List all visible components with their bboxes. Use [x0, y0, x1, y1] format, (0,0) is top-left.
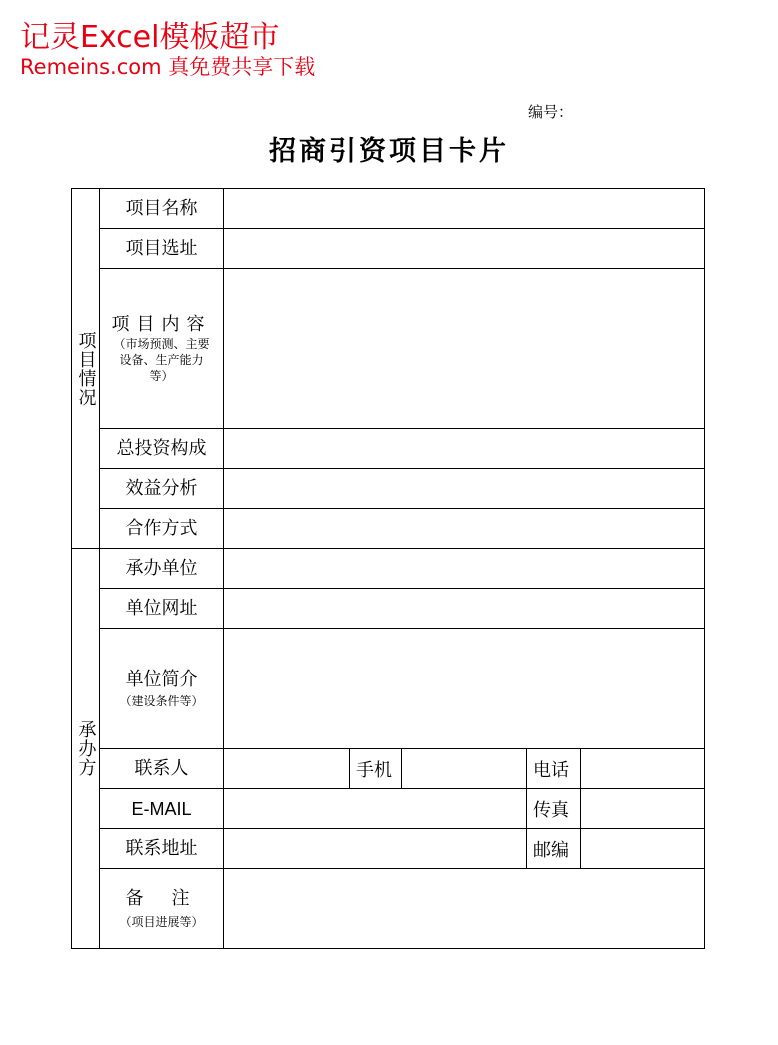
field-contact-address[interactable] — [223, 828, 527, 869]
remark-title: 备注 — [125, 887, 218, 909]
label-cooperation-mode: 合作方式 — [99, 508, 224, 549]
remark-note: （项目进展等） — [119, 914, 204, 929]
watermark-title: 记灵Excel模板超市 — [20, 20, 280, 55]
label-postcode: 邮编 — [526, 828, 581, 869]
label-unit-intro — [99, 628, 224, 749]
unit-intro-note: （建设条件等） — [119, 693, 204, 708]
field-project-site[interactable] — [223, 228, 705, 269]
field-total-investment[interactable] — [223, 428, 705, 469]
section-project-info — [71, 188, 100, 549]
field-mobile[interactable] — [401, 748, 527, 789]
label-benefit-analysis: 效益分析 — [99, 468, 224, 509]
label-project-site: 项目选址 — [99, 228, 224, 269]
label-email: E-MAIL — [99, 788, 224, 829]
label-contact-address: 联系地址 — [99, 828, 224, 869]
section-undertaker-label: 承办方 — [75, 720, 97, 777]
field-unit-website[interactable] — [223, 588, 705, 629]
label-phone: 电话 — [526, 748, 581, 789]
field-unit-intro[interactable] — [223, 628, 705, 749]
field-contact-person[interactable] — [223, 748, 350, 789]
label-mobile: 手机 — [349, 748, 402, 789]
project-content-title: 项目内容 — [111, 313, 212, 335]
field-benefit-analysis[interactable] — [223, 468, 705, 509]
field-remark[interactable] — [223, 868, 705, 949]
form-title: 招商引资项目卡片 — [269, 136, 509, 167]
label-unit-website: 单位网址 — [99, 588, 224, 629]
section-project-label: 项目情况 — [75, 330, 97, 407]
unit-intro-title: 单位简介 — [125, 668, 198, 690]
label-project-content — [99, 268, 224, 429]
field-email[interactable] — [223, 788, 527, 829]
label-remark — [99, 868, 224, 949]
serial-number-label: 编号： — [528, 103, 574, 121]
label-total-investment: 总投资构成 — [99, 428, 224, 469]
section-undertaker — [71, 548, 100, 949]
field-undertaking-unit[interactable] — [223, 548, 705, 589]
field-phone[interactable] — [580, 748, 705, 789]
project-content-note: （市场预测、主要设备、生产能力等） — [113, 336, 210, 383]
field-fax[interactable] — [580, 788, 705, 829]
field-project-content[interactable] — [223, 268, 705, 429]
label-project-name: 项目名称 — [99, 188, 224, 229]
watermark-subtitle: Remeins.com 真免费共享下载 — [20, 55, 316, 79]
field-cooperation-mode[interactable] — [223, 508, 705, 549]
field-postcode[interactable] — [580, 828, 705, 869]
field-project-name[interactable] — [223, 188, 705, 229]
label-undertaking-unit: 承办单位 — [99, 548, 224, 589]
label-fax: 传真 — [526, 788, 581, 829]
label-contact-person: 联系人 — [99, 748, 224, 789]
